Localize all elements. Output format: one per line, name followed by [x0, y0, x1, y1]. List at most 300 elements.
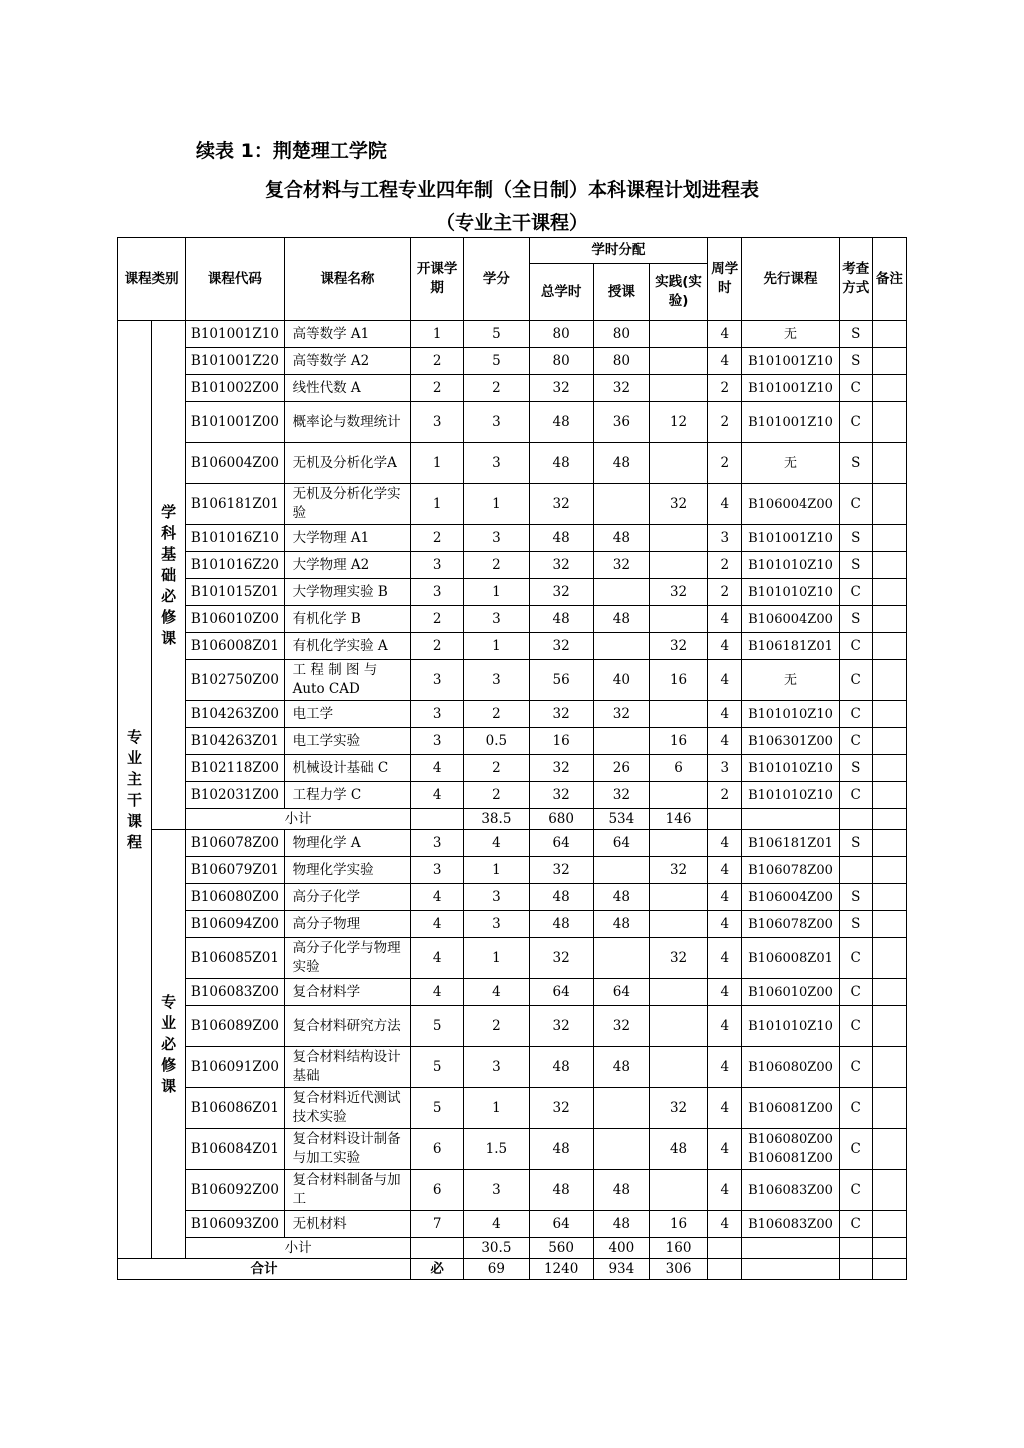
exam-type: C — [839, 1211, 872, 1238]
total-hours: 48 — [529, 525, 593, 552]
practice-hours — [649, 911, 707, 938]
semester: 2 — [411, 606, 464, 633]
subtotal-credit: 38.5 — [464, 809, 529, 830]
table-row — [118, 552, 907, 579]
weekly-hours: 4 — [708, 1088, 742, 1129]
header-hours-group: 学时分配 — [529, 238, 708, 264]
course-name: 物理化学实验 — [284, 857, 410, 884]
total-hours: 32 — [529, 938, 593, 979]
exam-type: C — [839, 782, 872, 809]
course-name: 高分子化学与物理实验 — [284, 938, 410, 979]
notes-cell — [872, 857, 906, 884]
credit: 1 — [464, 484, 529, 525]
weekly-hours — [708, 1238, 742, 1259]
exam-type: S — [839, 755, 872, 782]
credit: 1 — [464, 1088, 529, 1129]
credit: 1 — [464, 857, 529, 884]
weekly-hours: 4 — [708, 660, 742, 701]
prerequisite: B101010Z10 — [742, 755, 839, 782]
lecture-hours — [593, 1129, 649, 1170]
subtotal-total-hours: 560 — [529, 1238, 593, 1259]
weekly-hours: 4 — [708, 979, 742, 1006]
lecture-hours: 48 — [593, 884, 649, 911]
lecture-hours — [593, 857, 649, 884]
lecture-hours: 40 — [593, 660, 649, 701]
practice-hours: 48 — [649, 1129, 707, 1170]
total-hours: 32 — [529, 484, 593, 525]
table-row — [118, 660, 907, 701]
credit: 5 — [464, 348, 529, 375]
credit: 3 — [464, 525, 529, 552]
lecture-hours — [593, 579, 649, 606]
document-subtitle: （专业主干课程） — [435, 212, 588, 234]
course-name: 大学物理 A1 — [284, 525, 410, 552]
header-exam: 考查方式 — [839, 238, 872, 321]
exam-type: S — [839, 552, 872, 579]
credit: 2 — [464, 701, 529, 728]
course-name: 大学物理 A2 — [284, 552, 410, 579]
practice-hours: 32 — [649, 857, 707, 884]
table-row — [118, 375, 907, 402]
semester: 2 — [411, 633, 464, 660]
weekly-hours: 4 — [708, 1129, 742, 1170]
prerequisite: B106004Z00 — [742, 606, 839, 633]
course-name: 复合材料研究方法 — [284, 1006, 410, 1047]
table-row — [118, 484, 907, 525]
course-name: 复合材料设计制备与加工实验 — [284, 1129, 410, 1170]
table-body — [118, 321, 907, 1280]
total-hours: 48 — [529, 911, 593, 938]
course-code: B106080Z00 — [186, 884, 284, 911]
practice-hours: 16 — [649, 1211, 707, 1238]
total-hours: 32 — [529, 579, 593, 606]
weekly-hours — [708, 1259, 742, 1280]
notes-cell — [872, 911, 906, 938]
total-hours: 56 — [529, 660, 593, 701]
weekly-hours: 4 — [708, 884, 742, 911]
exam-type: S — [839, 321, 872, 348]
header-notes: 备注 — [872, 238, 906, 321]
notes-cell — [872, 809, 906, 830]
weekly-hours: 4 — [708, 830, 742, 857]
total-hours: 32 — [529, 857, 593, 884]
exam-type: S — [839, 884, 872, 911]
course-name: 物理化学 A — [284, 830, 410, 857]
semester: 3 — [411, 830, 464, 857]
subtotal-lecture-hours: 400 — [593, 1238, 649, 1259]
prerequisite — [742, 809, 839, 830]
total-hours: 32 — [529, 1088, 593, 1129]
prerequisite: B106301Z00 — [742, 728, 839, 755]
course-code: B102750Z00 — [186, 660, 284, 701]
table-row — [118, 525, 907, 552]
course-name: 高分子化学 — [284, 884, 410, 911]
notes-cell — [872, 552, 906, 579]
course-name: 有机化学 B — [284, 606, 410, 633]
notes-cell — [872, 1259, 906, 1280]
total-required-mark: 必 — [411, 1259, 464, 1280]
credit: 3 — [464, 884, 529, 911]
practice-hours — [649, 1170, 707, 1211]
total-hours: 48 — [529, 443, 593, 484]
semester: 3 — [411, 552, 464, 579]
notes-cell — [872, 728, 906, 755]
notes-cell — [872, 755, 906, 782]
total-hours: 80 — [529, 321, 593, 348]
weekly-hours: 4 — [708, 1047, 742, 1088]
total-hours: 32 — [529, 701, 593, 728]
weekly-hours: 3 — [708, 525, 742, 552]
semester: 4 — [411, 911, 464, 938]
practice-hours — [649, 1006, 707, 1047]
lecture-hours: 36 — [593, 402, 649, 443]
exam-type: S — [839, 606, 872, 633]
weekly-hours: 4 — [708, 857, 742, 884]
credit: 4 — [464, 979, 529, 1006]
table-row — [118, 1211, 907, 1238]
lecture-hours: 48 — [593, 525, 649, 552]
table-row — [118, 606, 907, 633]
table-row — [118, 443, 907, 484]
header-lecture: 授课 — [593, 264, 649, 321]
exam-type — [839, 809, 872, 830]
lecture-hours — [593, 633, 649, 660]
main-category-label: 专业主干课程 — [118, 321, 152, 1259]
header-total-hours: 总学时 — [529, 264, 593, 321]
table-row — [118, 1170, 907, 1211]
total-hours: 32 — [529, 1006, 593, 1047]
weekly-hours: 4 — [708, 633, 742, 660]
prerequisite: B106080Z00 B106081Z00 — [742, 1129, 839, 1170]
exam-type: S — [839, 525, 872, 552]
course-name: 机械设计基础 C — [284, 755, 410, 782]
table-row — [118, 979, 907, 1006]
course-name: 复合材料近代测试技术实验 — [284, 1088, 410, 1129]
notes-cell — [872, 884, 906, 911]
weekly-hours: 4 — [708, 606, 742, 633]
course-code: B101016Z10 — [186, 525, 284, 552]
practice-hours: 12 — [649, 402, 707, 443]
lecture-hours: 48 — [593, 1211, 649, 1238]
lecture-hours — [593, 484, 649, 525]
course-name: 电工学 — [284, 701, 410, 728]
prerequisite: B106181Z01 — [742, 830, 839, 857]
weekly-hours: 4 — [708, 321, 742, 348]
table-row — [118, 728, 907, 755]
prerequisite: B106083Z00 — [742, 1170, 839, 1211]
credit: 3 — [464, 1170, 529, 1211]
lecture-hours: 32 — [593, 701, 649, 728]
lecture-hours — [593, 728, 649, 755]
exam-type: S — [839, 830, 872, 857]
course-name: 复合材料制备与加工 — [284, 1170, 410, 1211]
practice-hours — [649, 884, 707, 911]
weekly-hours: 2 — [708, 579, 742, 606]
practice-hours: 16 — [649, 728, 707, 755]
header-prerequisite: 先行课程 — [742, 238, 839, 321]
exam-type — [839, 1259, 872, 1280]
weekly-hours: 4 — [708, 938, 742, 979]
course-code: B106010Z00 — [186, 606, 284, 633]
course-name: 电工学实验 — [284, 728, 410, 755]
course-code: B106083Z00 — [186, 979, 284, 1006]
weekly-hours: 2 — [708, 782, 742, 809]
course-name: 工 程 制 图 与 Auto CAD — [284, 660, 410, 701]
table-row — [118, 579, 907, 606]
notes-cell — [872, 402, 906, 443]
subtotal-practice-hours: 160 — [649, 1238, 707, 1259]
exam-type: C — [839, 660, 872, 701]
credit: 2 — [464, 755, 529, 782]
prerequisite: B101010Z10 — [742, 782, 839, 809]
page-heading: 续表 1：荆楚理工学院 — [196, 140, 387, 162]
total-row — [118, 1259, 907, 1280]
notes-cell — [872, 1129, 906, 1170]
exam-type: C — [839, 1170, 872, 1211]
prerequisite: B106008Z01 — [742, 938, 839, 979]
weekly-hours: 4 — [708, 1170, 742, 1211]
credit: 4 — [464, 830, 529, 857]
practice-hours — [649, 1047, 707, 1088]
course-code: B106078Z00 — [186, 830, 284, 857]
exam-type: S — [839, 911, 872, 938]
exam-type: C — [839, 701, 872, 728]
weekly-hours: 4 — [708, 1006, 742, 1047]
notes-cell — [872, 443, 906, 484]
weekly-hours: 3 — [708, 755, 742, 782]
course-code: B101001Z10 — [186, 321, 284, 348]
practice-hours: 32 — [649, 633, 707, 660]
exam-type: C — [839, 938, 872, 979]
prerequisite: B101010Z10 — [742, 1006, 839, 1047]
course-code: B106094Z00 — [186, 911, 284, 938]
practice-hours — [649, 979, 707, 1006]
practice-hours — [649, 375, 707, 402]
lecture-hours: 48 — [593, 1047, 649, 1088]
table-row — [118, 938, 907, 979]
notes-cell — [872, 375, 906, 402]
total-credit: 69 — [464, 1259, 529, 1280]
prerequisite: B106078Z00 — [742, 857, 839, 884]
table-row — [118, 1129, 907, 1170]
total-hours: 32 — [529, 755, 593, 782]
course-name: 概率论与数理统计 — [284, 402, 410, 443]
credit: 2 — [464, 1006, 529, 1047]
table-row — [118, 1047, 907, 1088]
course-code: B106181Z01 — [186, 484, 284, 525]
notes-cell — [872, 579, 906, 606]
header-semester: 开课学期 — [411, 238, 464, 321]
course-name: 无机及分析化学实验 — [284, 484, 410, 525]
credit: 2 — [464, 375, 529, 402]
table-row — [118, 321, 907, 348]
total-hours: 48 — [529, 1129, 593, 1170]
credit: 5 — [464, 321, 529, 348]
weekly-hours: 4 — [708, 728, 742, 755]
header-credit: 学分 — [464, 238, 529, 321]
credit: 3 — [464, 911, 529, 938]
total-hours: 48 — [529, 402, 593, 443]
credit: 1 — [464, 579, 529, 606]
lecture-hours: 80 — [593, 348, 649, 375]
table-row — [118, 633, 907, 660]
exam-type: C — [839, 402, 872, 443]
semester: 3 — [411, 728, 464, 755]
course-code: B101001Z00 — [186, 402, 284, 443]
practice-hours — [649, 525, 707, 552]
notes-cell — [872, 782, 906, 809]
document-title: 复合材料与工程专业四年制（全日制）本科课程计划进程表 — [264, 179, 759, 201]
lecture-hours: 48 — [593, 911, 649, 938]
lecture-hours — [593, 938, 649, 979]
total-hours: 64 — [529, 979, 593, 1006]
semester: 2 — [411, 525, 464, 552]
prerequisite: B101001Z10 — [742, 348, 839, 375]
total-hours: 64 — [529, 830, 593, 857]
total-hours: 64 — [529, 1211, 593, 1238]
course-code: B106004Z00 — [186, 443, 284, 484]
subtotal-practice-hours: 146 — [649, 809, 707, 830]
practice-hours: 32 — [649, 938, 707, 979]
weekly-hours: 4 — [708, 911, 742, 938]
course-code: B101015Z01 — [186, 579, 284, 606]
table-row — [118, 830, 907, 857]
prerequisite: B101010Z10 — [742, 701, 839, 728]
prerequisite: B101001Z10 — [742, 402, 839, 443]
course-code: B106086Z01 — [186, 1088, 284, 1129]
prerequisite: B101010Z10 — [742, 552, 839, 579]
course-code: B106092Z00 — [186, 1170, 284, 1211]
semester: 3 — [411, 660, 464, 701]
course-code: B106093Z00 — [186, 1211, 284, 1238]
table-row — [118, 782, 907, 809]
lecture-hours: 32 — [593, 782, 649, 809]
course-name: 高等数学 A2 — [284, 348, 410, 375]
course-name: 高分子物理 — [284, 911, 410, 938]
course-code: B101016Z20 — [186, 552, 284, 579]
exam-type: C — [839, 728, 872, 755]
total-hours: 48 — [529, 884, 593, 911]
total-hours: 32 — [529, 552, 593, 579]
group-label: 学科基础必修课 — [152, 321, 186, 830]
credit: 3 — [464, 443, 529, 484]
credit: 2 — [464, 782, 529, 809]
notes-cell — [872, 525, 906, 552]
total-hours: 32 — [529, 633, 593, 660]
weekly-hours: 2 — [708, 552, 742, 579]
practice-hours — [649, 701, 707, 728]
lecture-hours: 32 — [593, 552, 649, 579]
notes-cell — [872, 484, 906, 525]
table-row — [118, 402, 907, 443]
table-row — [118, 857, 907, 884]
semester: 4 — [411, 979, 464, 1006]
notes-cell — [872, 1211, 906, 1238]
subtotal-credit: 30.5 — [464, 1238, 529, 1259]
total-hours: 48 — [529, 606, 593, 633]
course-code: B106084Z01 — [186, 1129, 284, 1170]
notes-cell — [872, 321, 906, 348]
table-row — [118, 1006, 907, 1047]
exam-type: C — [839, 484, 872, 525]
practice-hours: 16 — [649, 660, 707, 701]
header-category: 课程类别 — [118, 238, 186, 321]
prerequisite: B101001Z10 — [742, 375, 839, 402]
subtotal-lecture-hours: 534 — [593, 809, 649, 830]
weekly-hours: 4 — [708, 348, 742, 375]
course-name: 无机材料 — [284, 1211, 410, 1238]
credit: 1 — [464, 938, 529, 979]
lecture-hours: 48 — [593, 606, 649, 633]
credit: 4 — [464, 1211, 529, 1238]
course-name: 线性代数 A — [284, 375, 410, 402]
semester: 6 — [411, 1129, 464, 1170]
total-hours: 32 — [529, 782, 593, 809]
exam-type: C — [839, 375, 872, 402]
practice-hours: 32 — [649, 484, 707, 525]
course-code: B106079Z01 — [186, 857, 284, 884]
credit: 2 — [464, 552, 529, 579]
exam-type: C — [839, 633, 872, 660]
practice-hours: 32 — [649, 1088, 707, 1129]
credit: 3 — [464, 606, 529, 633]
semester: 4 — [411, 755, 464, 782]
semester: 2 — [411, 348, 464, 375]
group-label: 专业必修课 — [152, 830, 186, 1259]
course-name: 大学物理实验 B — [284, 579, 410, 606]
prerequisite — [742, 1238, 839, 1259]
semester: 3 — [411, 701, 464, 728]
exam-type: C — [839, 979, 872, 1006]
header-practice: 实践(实验) — [649, 264, 707, 321]
practice-hours — [649, 830, 707, 857]
notes-cell — [872, 938, 906, 979]
exam-type: S — [839, 443, 872, 484]
exam-type: C — [839, 579, 872, 606]
header-weekly: 周学时 — [708, 238, 742, 321]
weekly-hours: 4 — [708, 484, 742, 525]
table-row — [118, 884, 907, 911]
subtotal-row — [118, 809, 907, 830]
practice-hours — [649, 606, 707, 633]
credit: 0.5 — [464, 728, 529, 755]
semester: 3 — [411, 402, 464, 443]
credit: 3 — [464, 660, 529, 701]
notes-cell — [872, 1238, 906, 1259]
table-row — [118, 348, 907, 375]
weekly-hours — [708, 809, 742, 830]
exam-type: C — [839, 1047, 872, 1088]
semester: 3 — [411, 857, 464, 884]
course-plan-table — [117, 237, 907, 1280]
prerequisite: 无 — [742, 660, 839, 701]
total-hours: 48 — [529, 1170, 593, 1211]
credit: 1.5 — [464, 1129, 529, 1170]
practice-hours — [649, 348, 707, 375]
prerequisite: B106083Z00 — [742, 1211, 839, 1238]
semester: 5 — [411, 1088, 464, 1129]
lecture-hours: 32 — [593, 1006, 649, 1047]
notes-cell — [872, 660, 906, 701]
subtotal-label: 小计 — [186, 809, 411, 830]
course-code: B101001Z20 — [186, 348, 284, 375]
practice-hours — [649, 321, 707, 348]
course-code: B102031Z00 — [186, 782, 284, 809]
header-code: 课程代码 — [186, 238, 284, 321]
prerequisite: B101001Z10 — [742, 525, 839, 552]
practice-hours — [649, 782, 707, 809]
prerequisite: B106004Z00 — [742, 484, 839, 525]
